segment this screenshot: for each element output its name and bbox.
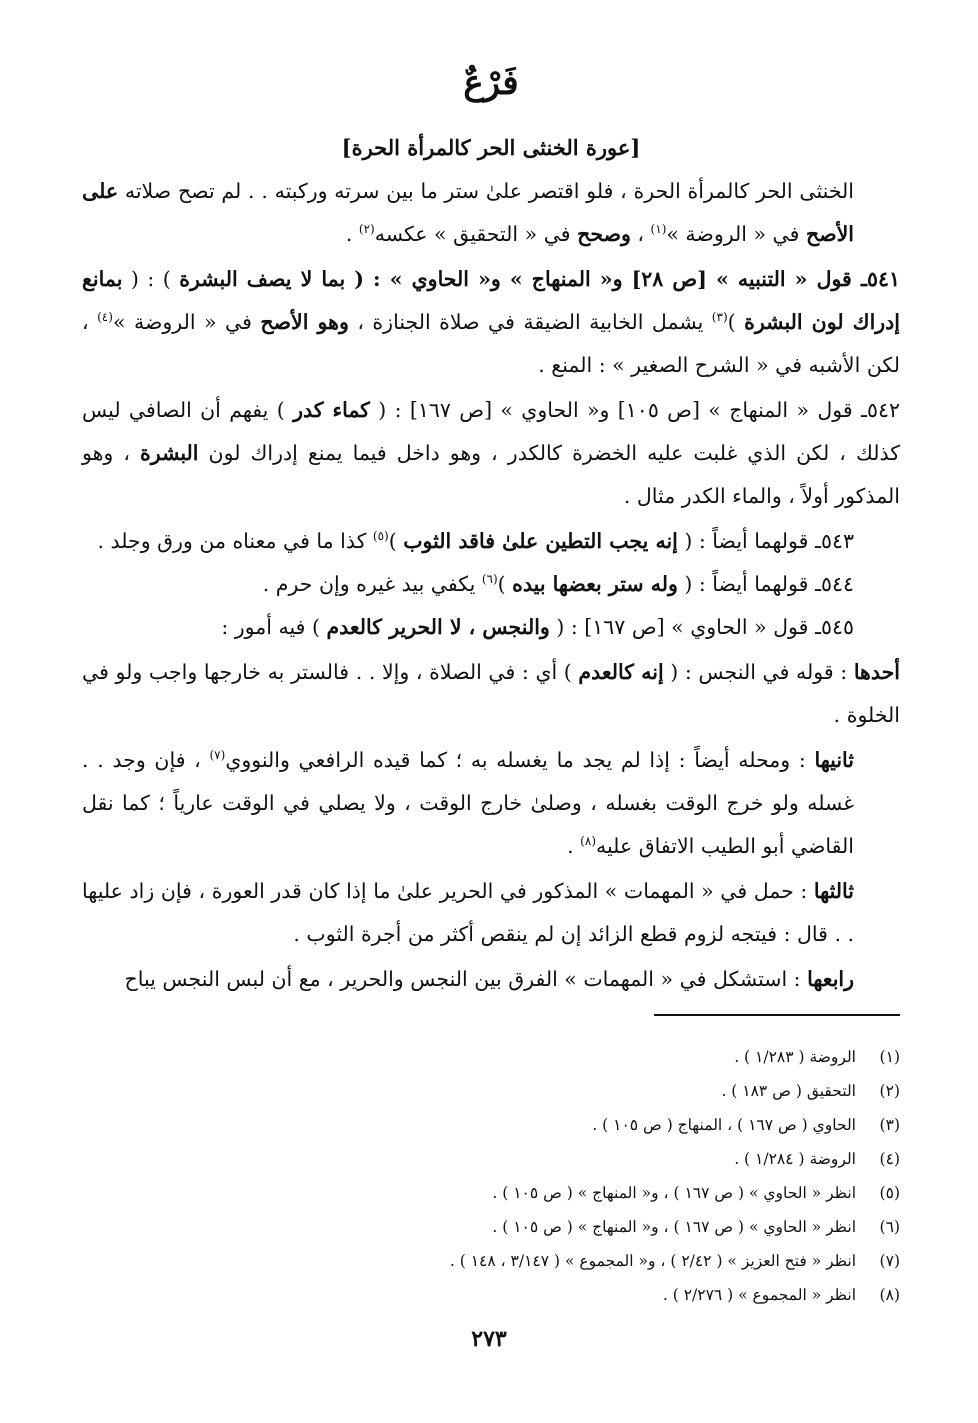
bold-run: ٥٤١ـ قول « التنبيه » [ص ٢٨] و« المنهاج » و« الحاوي » : ( <box>345 267 901 291</box>
footnote-number: (٨) <box>879 1286 900 1304</box>
text-run: في « التحقيق » عكسه <box>374 222 578 246</box>
footnote-ref[interactable]: (٨) <box>580 834 596 849</box>
text-run: ٥٤٥ـ قول « الحاوي » [ص ١٦٧] : ( <box>549 615 854 639</box>
footnote-ref[interactable]: (٦) <box>481 572 498 587</box>
bold-run: وله ستر بعضها بيده <box>512 572 678 596</box>
bold-run: بمانع إدراك لون البشرة <box>82 267 900 334</box>
footnote-text: الروضة ( ١/٢٨٤ ) . <box>734 1150 856 1168</box>
text-run: الخنثى الحر كالمرأة الحرة ، فلو اقتصر علىٰ ستر ما بين سرته وركبته . . لم تصح صلاته <box>118 179 854 203</box>
text-run: : ومحله أيضاً : إذا لم يجد ما يغسله به ؛ كما قيده الرافعي والنووي <box>225 748 815 772</box>
footnote-item <box>82 1108 900 1142</box>
text-run: : استشكل في « المهمات » الفرق بين النجس والحرير ، مع أن لبس النجس يباح <box>124 967 808 991</box>
text-run: ، لكن الأشبه في « الشرح الصغير » : المنع . <box>82 310 900 377</box>
footnote-divider <box>654 1014 900 1016</box>
footnote-ref[interactable]: (٤) <box>97 310 113 325</box>
paragraph-third <box>82 870 900 956</box>
text-run: ) فيه أمور : <box>221 615 327 639</box>
footnote-item <box>82 1040 900 1074</box>
paragraph-second <box>82 739 900 868</box>
footnote-text: انظر « فتح العزيز » ( ٢/٤٢ ) ، و« المجموع » ( ٣/١٤٧ ، ١٤٨ ) . <box>449 1252 856 1270</box>
footnote-number: (٤) <box>879 1150 900 1168</box>
footnote-item <box>82 1210 900 1244</box>
text-run: في « الروضة » <box>666 222 806 246</box>
footnote-item <box>82 1244 900 1278</box>
footnote-number: (٢) <box>879 1082 900 1100</box>
paragraph-fourth <box>82 958 900 1001</box>
main-text <box>82 170 900 1001</box>
bold-run: والنجس ، لا الحرير كالعدم <box>326 615 550 639</box>
footnote-number: (٥) <box>879 1184 900 1202</box>
footnote-number: (١) <box>879 1048 900 1066</box>
footnote-ref[interactable]: (٢) <box>358 222 375 237</box>
footnotes <box>82 1040 900 1312</box>
text-run: ٥٤٣ـ قولهما أيضاً : ( <box>677 529 854 553</box>
bold-run: رابعها <box>807 967 854 991</box>
text-run: ، فإن وجد . . غسله ولو خرج الوقت بغسله ، وصلىٰ خارج الوقت ، ولا يصلي في الوقت عارياً ؛ كما نقل القاضي أبو الطيب الاتفاق عليه <box>82 748 854 858</box>
text-run: . <box>567 834 581 858</box>
footnote-number: (٦) <box>879 1218 900 1236</box>
footnote-text: الحاوي ( ص ١٦٧ ) ، المنهاج ( ص ١٠٥ ) . <box>592 1116 856 1134</box>
footnote-item <box>82 1074 900 1108</box>
footnote-text: التحقيق ( ص ١٨٣ ) . <box>721 1082 856 1100</box>
text-run: يشمل الخابية الضيقة في صلاة الجنازة ، <box>348 310 712 334</box>
text-run: ) <box>388 529 404 553</box>
text-run: ) : ( <box>122 267 180 291</box>
text-run: ، <box>630 222 651 246</box>
bold-run: على الأصح <box>82 179 854 246</box>
footnote-number: (٣) <box>879 1116 900 1134</box>
text-run: ، وهو المذكور أولاً ، والماء الكدر مثال . <box>82 441 900 508</box>
page-number: ٢٧٣ <box>471 1326 507 1352</box>
paragraph-543 <box>82 520 900 563</box>
footnote-item <box>82 1142 900 1176</box>
bold-run: ثانيها <box>814 748 854 772</box>
paragraph-545 <box>82 606 900 649</box>
footnote-ref[interactable]: (١) <box>650 222 667 237</box>
text-run: يكفي بيد غيره وإن حرم . <box>262 572 482 596</box>
footnote-ref[interactable]: (٧) <box>209 748 226 763</box>
footnote-ref[interactable]: (٣) <box>711 310 728 325</box>
text-run: ) أي : في الصلاة ، وإلا . . فالستر به خارجها واجب ولو في الخلوة . <box>82 660 900 727</box>
footnote-text: الروضة ( ١/٢٨٣ ) . <box>734 1048 856 1066</box>
text-run: كذا ما في معناه من ورق وجلد . <box>97 529 373 553</box>
text-run: : حمل في « المهمات » المذكور في الحرير علىٰ ما إذا كان قدر العورة ، فإن زاد عليها . . قال : فيتجه لزوم قطع الزائد إن لم ينقص أكثر من أجرة الثوب . <box>82 879 854 946</box>
footnote-item <box>82 1176 900 1210</box>
text-run: ) <box>727 310 745 334</box>
bold-run: البشرة <box>140 441 199 465</box>
bold-run: ثالثها <box>813 879 854 903</box>
text-run: ) يفهم أن الصافي ليس كذلك ، لكن الذي غلبت عليه الخضرة كالكدر ، وهو داخل فيما يمنع إدراك لون <box>82 398 901 465</box>
paragraph-544 <box>82 563 900 606</box>
footnote-text: انظر « المجموع » ( ٢/٢٧٦ ) . <box>662 1286 856 1304</box>
bold-run: بما لا يصف البشرة <box>179 267 346 291</box>
text-run: ) <box>497 572 513 596</box>
paragraph-542 <box>82 389 900 518</box>
bold-run: وصحح <box>577 222 631 246</box>
text-run: ٥٤٤ـ قولهما أيضاً : ( <box>677 572 854 596</box>
bold-run: كماء كدر <box>293 398 370 422</box>
section-title: [عورة الخنثى الحر كالمرأة الحرة] <box>341 135 641 160</box>
section-word: فَرْعٌ <box>463 63 519 103</box>
paragraph-intro <box>82 170 900 256</box>
text-run: ٥٤٢ـ قول « المنهاج » [ص ١٠٥] و« الحاوي » [ص ١٦٧] : ( <box>369 398 901 422</box>
footnote-ref[interactable]: (٥) <box>372 529 389 544</box>
bold-run: وهو الأصح <box>260 310 349 334</box>
text-run: . <box>345 222 359 246</box>
text-run: : قوله في النجس : ( <box>663 660 854 684</box>
bold-run: أحدها <box>853 660 900 684</box>
paragraph-541 <box>82 258 900 387</box>
footnote-item <box>82 1278 900 1312</box>
footnote-text: انظر « الحاوي » ( ص ١٦٧ ) ، و« المنهاج » ( ص ١٠٥ ) . <box>492 1184 856 1202</box>
footnote-text: انظر « الحاوي » ( ص ١٦٧ ) ، و« المنهاج » ( ص ١٠٥ ) . <box>492 1218 856 1236</box>
bold-run: إنه كالعدم <box>578 660 664 684</box>
text-run: في « الروضة » <box>112 310 261 334</box>
paragraph-first <box>82 651 900 737</box>
footnote-number: (٧) <box>879 1252 900 1270</box>
bold-run: إنه يجب التطين علىٰ فاقد الثوب <box>403 529 678 553</box>
